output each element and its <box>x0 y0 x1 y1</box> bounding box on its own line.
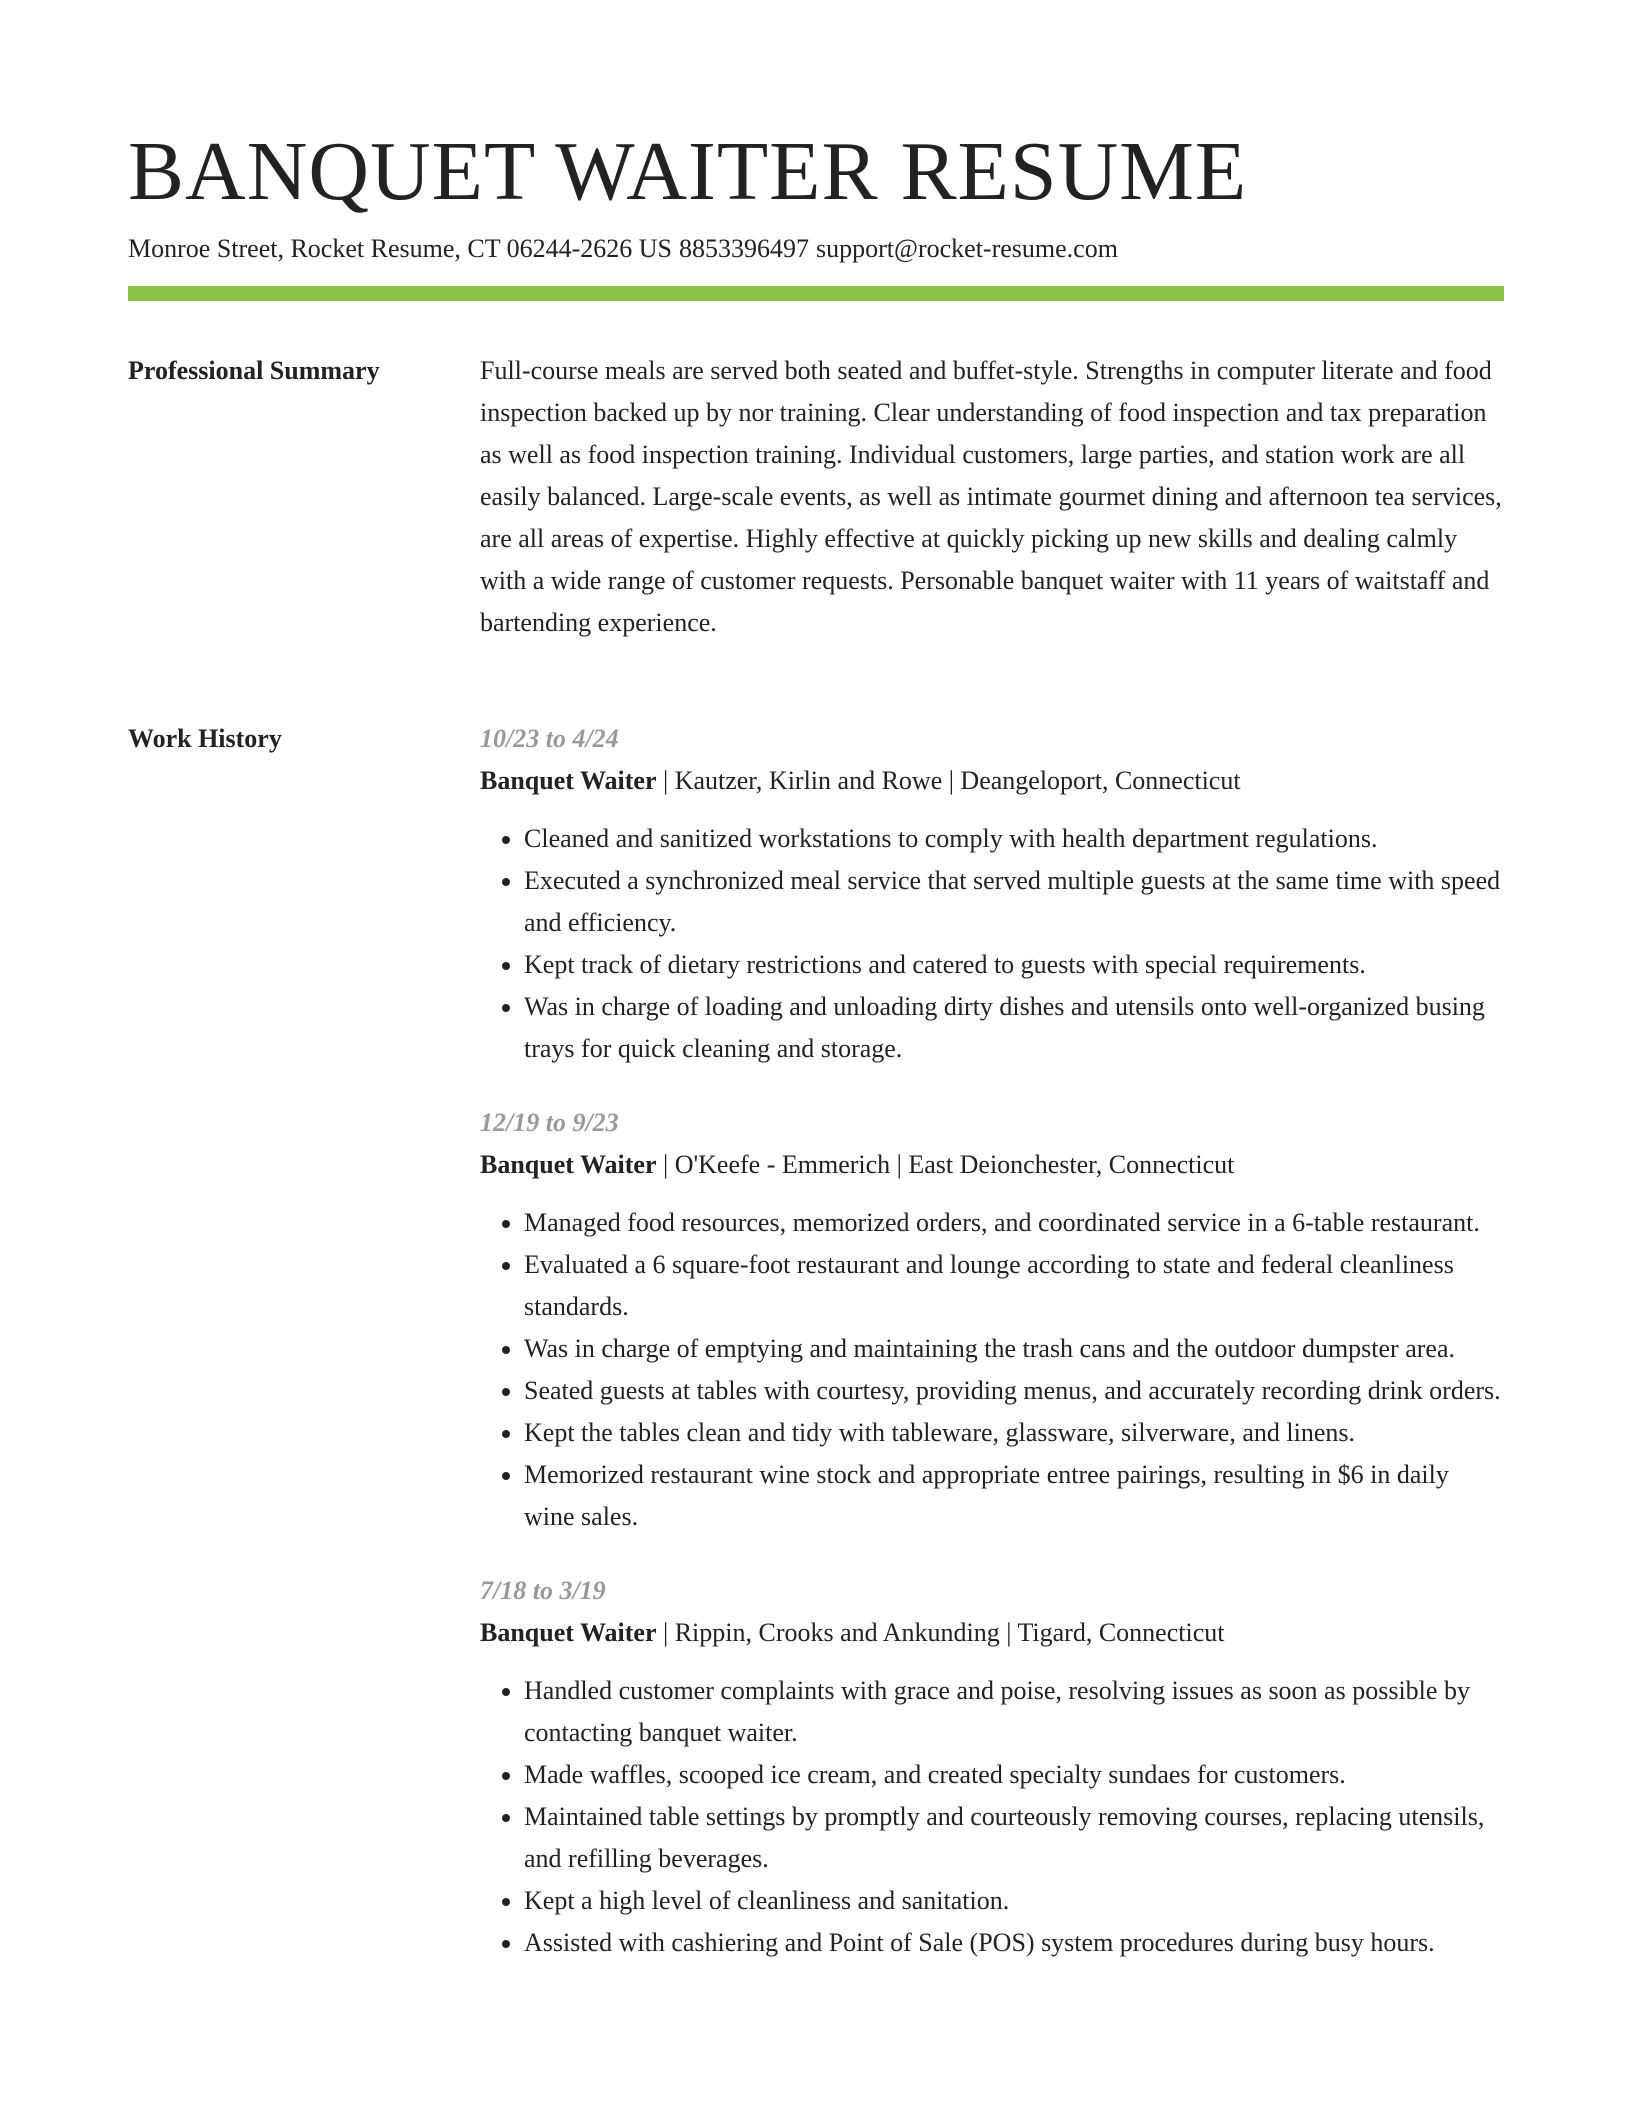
job-bullet: • Assisted with cashiering and Point of Sale (POS) system procedures during busy hours. <box>524 1922 1504 1964</box>
job-title: Banquet Waiter <box>480 1618 657 1647</box>
job-heading <box>480 760 1504 802</box>
jobs-list <box>480 718 1504 1964</box>
work-history-label: Work History <box>128 724 282 753</box>
job-bullet: • Executed a synchronized meal service that served multiple guests at the same time with speed and efficiency. <box>524 860 1504 944</box>
job-bullet: • Managed food resources, memorized orders, and coordinated service in a 6-table restaurant. <box>524 1202 1504 1244</box>
contact-phone: 8853396497 <box>679 234 810 263</box>
job-entry <box>480 1570 1504 1964</box>
job-dates: 7/18 to 3/19 <box>480 1576 606 1605</box>
job-bullet: • Maintained table settings by promptly and courteously removing courses, replacing utensils, and refilling beverages. <box>524 1796 1504 1880</box>
job-bullet-list <box>480 818 1504 1070</box>
job-bullet: • Was in charge of loading and unloading dirty dishes and utensils onto well-organized busing trays for quick cleaning and storage. <box>524 986 1504 1070</box>
job-bullet: • Cleaned and sanitized workstations to comply with health department regulations. <box>524 818 1504 860</box>
job-employer-location: | Rippin, Crooks and Ankunding | Tigard, Connecticut <box>656 1618 1225 1647</box>
contact-line <box>128 230 1118 268</box>
job-bullet: • Memorized restaurant wine stock and appropriate entree pairings, resulting in $6 in daily wine sales. <box>524 1454 1504 1538</box>
job-employer-location: | Kautzer, Kirlin and Rowe | Deangeloport, Connecticut <box>656 766 1241 795</box>
job-bullet: • Seated guests at tables with courtesy, providing menus, and accurately recording drink orders. <box>524 1370 1504 1412</box>
job-title: Banquet Waiter <box>480 766 657 795</box>
job-employer-location: | O'Keefe - Emmerich | East Deionchester, Connecticut <box>656 1150 1235 1179</box>
job-dates: 12/19 to 9/23 <box>480 1108 619 1137</box>
job-bullet: • Kept track of dietary restrictions and catered to guests with special requirements. <box>524 944 1504 986</box>
resume-title: BANQUET WAITER RESUME <box>128 125 1248 218</box>
job-entry <box>480 718 1504 1070</box>
job-entry <box>480 1102 1504 1538</box>
job-heading <box>480 1144 1504 1186</box>
summary-label: Professional Summary <box>128 356 380 385</box>
job-bullet-list <box>480 1202 1504 1538</box>
contact-address: Monroe Street, Rocket Resume, CT 06244-2626 US <box>128 234 673 263</box>
job-bullet-list <box>480 1670 1504 1964</box>
job-bullet: • Kept the tables clean and tidy with tableware, glassware, silverware, and linens. <box>524 1412 1504 1454</box>
job-bullet: • Made waffles, scooped ice cream, and created specialty sundaes for customers. <box>524 1754 1504 1796</box>
job-bullet: • Evaluated a 6 square-foot restaurant and lounge according to state and federal cleanliness standards. <box>524 1244 1504 1328</box>
summary-section <box>480 350 1504 644</box>
job-bullet: • Was in charge of emptying and maintaining the trash cans and the outdoor dumpster area. <box>524 1328 1504 1370</box>
job-title: Banquet Waiter <box>480 1150 657 1179</box>
job-bullet: • Kept a high level of cleanliness and sanitation. <box>524 1880 1504 1922</box>
job-dates: 10/23 to 4/24 <box>480 724 619 753</box>
work-history-section <box>480 718 1504 1996</box>
header-divider <box>128 286 1504 301</box>
summary-text: Full-course meals are served both seated and buffet-style. Strengths in computer literate and food inspection backed up by nor training. Clear understanding of food inspection and tax preparation as well as food inspection training. Individual customers, large parties, and station work are all easily balanced. Large-scale events, as well as intimate gourmet dining and afternoon tea services, are all areas of expertise. Highly effective at quickly picking up new skills and dealing calmly with a wide range of customer requests. Personable banquet waiter with 11 years of waitstaff and bartending experience. <box>480 356 1502 637</box>
contact-email: support@rocket-resume.com <box>816 234 1118 263</box>
job-bullet: • Handled customer complaints with grace and poise, resolving issues as soon as possible by contacting banquet waiter. <box>524 1670 1504 1754</box>
job-heading <box>480 1612 1504 1654</box>
